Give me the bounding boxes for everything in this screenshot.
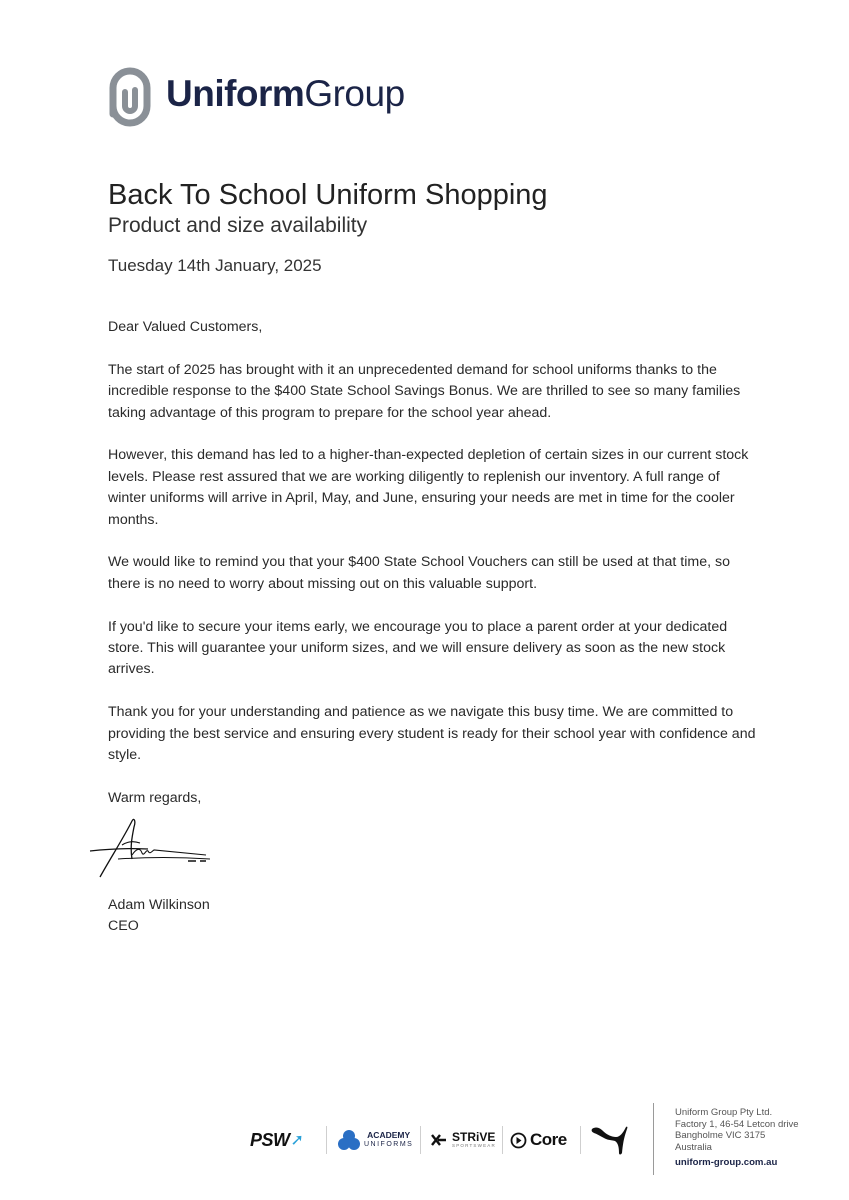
paragraph: If you'd like to secure your items early, we encourage you to place a parent order at your dedicated store. This will guarantee your uniform sizes, and we will ensure delivery as soon as the new stock arrives. [108, 618, 728, 678]
paragraph: The start of 2025 has brought with it an unprecedented demand for school uniforms thanks to the incredible response to the $400 State School Savings Bonus. We are thrilled to see so many families taking advantage of this program to prepare for the school year ahead. [108, 361, 741, 421]
signer-name: Adam Wilkinson [108, 897, 210, 913]
academy-logo-line1: ACADEMY [367, 1130, 411, 1140]
brand-divider [420, 1126, 421, 1154]
logo-word-bold: Uniform [166, 73, 305, 114]
letter-body [108, 317, 758, 831]
signer-title: CEO [108, 918, 139, 934]
brand-divider [326, 1126, 327, 1154]
academy-logo-line2: UNIFORMS [364, 1141, 414, 1148]
strive-x-icon [430, 1133, 448, 1147]
psw-logo-text: PSW [250, 1129, 290, 1150]
handwritten-signature [88, 815, 218, 881]
address-line1: Factory 1, 46-54 Letcon drive [675, 1118, 799, 1130]
paragraph: Thank you for your understanding and patience as we navigate this busy time. We are committed to providing the best service and ensuring every student is ready for their school year with confidence and style. [108, 704, 756, 764]
company-name: Uniform Group Pty Ltd. [675, 1107, 773, 1118]
salutation: Dear Valued Customers, [108, 319, 263, 335]
paragraph: We would like to remind you that your $400 State School Vouchers can still be used at that time, so there is no need to worry about missing out on this valuable support. [108, 554, 730, 592]
company-address [675, 1107, 799, 1153]
brand-divider [502, 1126, 503, 1154]
letter-date: Tuesday 14th January, 2025 [108, 256, 322, 275]
paragraph: However, this demand has led to a higher-than-expected depletion of certain sizes in our current stock levels. Please rest assured that we are working diligently to replenish our inventory. A full range of winter uniforms will arrive in April, May, and June, ensuring your needs are met in time for the cooler months. [108, 447, 749, 528]
page-subtitle: Product and size availability [108, 214, 368, 237]
puma-cat-icon [590, 1123, 630, 1157]
core-play-icon [510, 1132, 527, 1149]
website-link[interactable]: uniform-group.com.au [675, 1157, 778, 1168]
psw-swoosh-icon: ➚ [290, 1132, 304, 1149]
psw-logo [250, 1118, 303, 1162]
academy-uniforms-logo [338, 1118, 413, 1162]
brand-logos [248, 1118, 638, 1162]
address-line2: Bangholme VIC 3175 [675, 1130, 766, 1142]
footer-divider [653, 1103, 654, 1175]
page-title: Back To School Uniform Shopping [108, 179, 548, 211]
brand-divider [580, 1126, 581, 1154]
address-country: Australia [675, 1141, 712, 1153]
logo-wordmark [166, 72, 405, 116]
strive-logo [430, 1118, 496, 1162]
closing: Warm regards, [108, 789, 202, 806]
academy-cloud-icon [338, 1129, 360, 1151]
company-logo [108, 66, 428, 128]
puma-logo [590, 1118, 630, 1162]
core-logo [510, 1118, 567, 1162]
core-logo-text: Core [530, 1130, 567, 1149]
strive-logo-subtext: SPORTSWEAR [452, 1143, 496, 1148]
strive-logo-text: STRiVE [452, 1130, 496, 1144]
uniform-group-logo-icon [108, 66, 152, 128]
logo-word-regular: Group [304, 73, 405, 114]
